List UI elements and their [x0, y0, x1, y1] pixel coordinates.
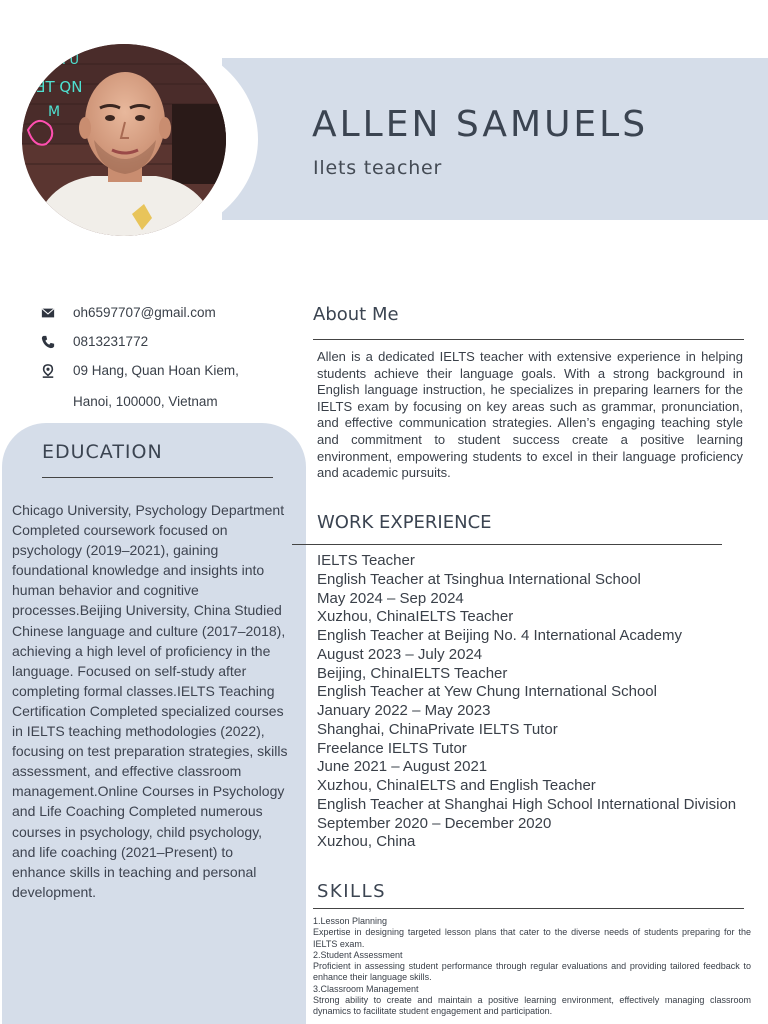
work-experience-divider — [292, 544, 722, 545]
phone-text[interactable]: 0813231772 — [73, 334, 149, 349]
svg-text:M: M — [48, 104, 61, 120]
svg-text:FU: FU — [62, 53, 79, 68]
address-line-2: Hanoi, 100000, Vietnam — [73, 393, 218, 409]
work-line: Xuzhou, ChinaIELTS and English Teacher — [317, 777, 596, 794]
work-line: English Teacher at Shanghai High School International Division — [317, 795, 737, 813]
about-text: Allen is a dedicated IELTS teacher with extensive experience in helping students achieve their language goals. With a strong background in English language instruction, he specializes in preparing learners for the IELTS exam by focusing on key areas such as grammar, pronunciation, and effective communication strategies. Allen’s engaging teaching style and commitment to student success create a positive learning environment, empowering students to excel in their language proficiency and academic pursuits. — [317, 349, 743, 481]
education-divider — [42, 477, 273, 478]
envelope-icon — [40, 305, 56, 321]
work-line: Beijing, ChinaIELTS Teacher — [317, 664, 508, 682]
work-line: August 2023 – July 2024 — [317, 645, 483, 663]
work-line: January 2022 – May 2023 — [317, 702, 491, 719]
work-line: English Teacher at Beijing No. 4 International Academy — [317, 627, 682, 644]
work-line: IELTS Teacher — [317, 552, 415, 569]
work-line: September 2020 – December 2020 — [317, 814, 552, 832]
skill-title: 2.Student Assessment — [313, 949, 403, 960]
work-line: Xuzhou, ChinaIELTS Teacher — [317, 608, 514, 626]
location-pin-icon — [40, 363, 56, 379]
about-heading: About Me — [313, 304, 399, 325]
skill-description: Strong ability to create and maintain a positive learning environment, effectively managing classroom dynamics to facilitate student engagement and participation. — [313, 995, 751, 1017]
work-line: Freelance IELTS Tutor — [317, 739, 467, 757]
skill-description: Expertise in designing targeted lesson plans that cater to the diverse needs of students preparing for the IELTS exam. — [313, 927, 751, 949]
work-line: Shanghai, ChinaPrivate IELTS Tutor — [317, 720, 558, 738]
skill-description: Proficient in assessing student performance through regular evaluations and providing tailored feedback to enhance their language skills. — [313, 961, 751, 983]
skill-title: 3.Classroom Management — [313, 983, 419, 994]
work-experience-list — [317, 552, 737, 852]
candidate-title: Ilets teacher — [313, 157, 443, 179]
work-line: May 2024 – Sep 2024 — [317, 589, 464, 607]
contact-address-line-2 — [40, 385, 300, 417]
phone-icon — [40, 334, 56, 350]
education-text: Chicago University, Psychology Department Completed coursework focused on psychology (2019–2021), gaining foundational knowledge and insights into human behavior and cognitive processes.Beijing University, China Studied Chinese language and culture (2017–2018), achieving a high level of proficiency in the language. Focused on self-study after completing formal classes.IELTS Teaching Certification Completed specialized courses in IELTS teaching methodologies (2022), focusing on test preparation strategies, skills assessment, and effective classroom management.Online Courses in Psychology and Life Coaching Completed numerous courses in psychology, child psychology, and life coaching (2021–Present) to enhance skills in teaching and personal development. — [12, 502, 288, 900]
about-divider — [313, 339, 744, 340]
skills-divider — [313, 908, 744, 909]
email-text[interactable]: oh6597707@gmail.com — [73, 305, 216, 320]
contact-email — [40, 298, 300, 327]
svg-text:ƎT QN: ƎT QN — [36, 78, 83, 96]
work-line: June 2021 – August 2021 — [317, 758, 488, 776]
work-line: Xuzhou, China — [317, 833, 416, 851]
education-heading: EDUCATION — [42, 441, 163, 463]
work-line: English Teacher at Yew Chung International School — [317, 683, 657, 701]
skill-title: 1.Lesson Planning — [313, 916, 388, 926]
profile-photo — [22, 44, 226, 236]
work-line: English Teacher at Tsinghua International School — [317, 570, 641, 588]
work-experience-heading: WORK EXPERIENCE — [317, 512, 492, 533]
candidate-name: ALLEN SAMUELS — [312, 104, 649, 145]
skills-heading: SKILLS — [317, 881, 387, 902]
skills-list — [313, 916, 751, 1018]
contact-phone — [40, 327, 300, 356]
address-line-1: 09 Hang, Quan Hoan Kiem, — [73, 363, 239, 378]
contact-section — [40, 298, 300, 417]
contact-address — [40, 356, 300, 385]
